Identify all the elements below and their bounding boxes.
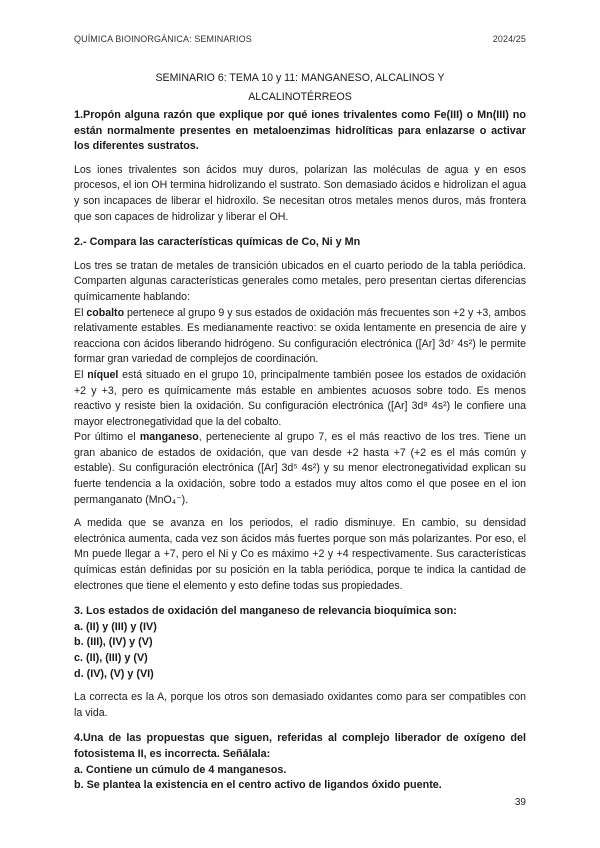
question-2: 2.- Compara las características químicas de Co, Ni y Mn xyxy=(74,236,361,249)
answer-1: Los iones trivalentes son ácidos muy duros, polarizan las moléculas de agua y en esos procesos, el ion OH termina hidrolizando el sustrato. Son demasiado ácidos e hidrolizan el agua y son incapaces de liberar el hidroxilo. Se necesitan otros metales menos duros, más frontera que son capaces de hidrolizar y liberar el OH. xyxy=(74,163,526,223)
answer-2-closing: A medida que se avanza en los periodos, el radio disminuye. En cambio, su densidad electrónica aumenta, cada vez son ácidos más fuertes porque son más polarizantes. Por eso, el Mn puede llegar a +7, pero el Ni y Co es máximo +2 y +4 respectivamente. Sus características químicas están definidas por su posición en la tabla periódica, porque te indica la cantidad de electrones que tiene el elemento y esto define todas sus propiedades. xyxy=(74,517,526,592)
manganese-keyword: manganeso xyxy=(139,431,199,444)
question-4: 4.Una de las propuestas que siguen, referidas al complejo liberador de oxígeno del fotosistema II, es incorrecta. Señálala: xyxy=(74,732,526,760)
answer-2-manganese: Por último el manganeso, perteneciente al grupo 7, es el más reactivo de los tres. Tiene un gran abanico de estados de oxidación, que van desde +2 hasta +7 (+2 es el más común y estable). Su configuración electrónica ([Ar] 3d⁵ 4s²) y su menor electronegatividad explican su fuerte tendencia a la oxidación, sobre todo a estados muy altos como el que posee en el ion permanganato (MnO₄⁻). xyxy=(74,431,526,506)
answer-2-intro: Los tres se tratan de metales de transición ubicados en el cuarto periodo de la tabla periódica. Comparten algunas características generales como metales, pero presentan ciertas diferencias químicamente hablando: xyxy=(74,259,526,303)
seminar-title-line-2: ALCALINOTÉRREOS xyxy=(248,91,352,103)
page-number: 39 xyxy=(514,797,526,808)
answer-2-nickel: El níquel está situado en el grupo 10, principalmente también posee los estados de oxidación +2 y +3, pero es químicamente más estable en ambientes acuosos sobre todo. Es menos reactivo y resiste bien la oxidación. Su configuración electrónica ([Ar] 3d⁸ 4s²) le confiere una mayor electronegatividad que la del cobalto. xyxy=(74,368,526,428)
question-4-option-b: b. Se plantea la existencia en el centro activo de ligandos óxido puente. xyxy=(74,779,442,792)
nickel-keyword: níquel xyxy=(87,368,119,381)
question-1: 1.Propón alguna razón que explique por qué iones trivalentes como Fe(III) o Mn(III) no están normalmente presentes en metaloenzimas hidrolíticas para enlazarse o activar los diferentes sustratos. xyxy=(74,109,526,153)
question-3-option-c: c. (II), (III) y (V) xyxy=(74,652,148,664)
seminar-title xyxy=(74,69,526,107)
answer-2-cobalt: El cobalto pertenece al grupo 9 y sus estados de oxidación más frecuentes son +2 y +3, ambos relativamente estables. Es medianamente reactivo: se oxida lentamente en presencia de aire y reacciona con ácidos liberando hidrógeno. Su configuración electrónica ([Ar] 3d⁷ 4s²) le permite formar gran variedad de complejos de coordinación. xyxy=(74,306,526,366)
header-course-title: QUÍMICA BIOINORGÁNICA: SEMINARIOS xyxy=(74,34,252,44)
question-4-option-a: a. Contiene un cúmulo de 4 manganesos. xyxy=(74,763,287,776)
question-3: 3. Los estados de oxidación del manganeso de relevancia bioquímica son: xyxy=(74,605,457,618)
seminar-title-line-1: SEMINARIO 6: TEMA 10 y 11: MANGANESO, ALCALINOS Y xyxy=(155,72,445,84)
cobalt-keyword: cobalto xyxy=(86,306,125,319)
question-3-option-d: d. (IV), (V) y (VI) xyxy=(74,667,154,680)
answer-3: La correcta es la A, porque los otros son demasiado oxidantes como para ser compatibles con la vida. xyxy=(74,691,526,719)
question-3-option-a: a. (II) y (III) y (IV) xyxy=(74,620,157,633)
question-3-option-b: b. (III), (IV) y (V) xyxy=(74,636,153,649)
document-body xyxy=(74,69,526,794)
header-academic-year: 2024/25 xyxy=(492,34,526,44)
